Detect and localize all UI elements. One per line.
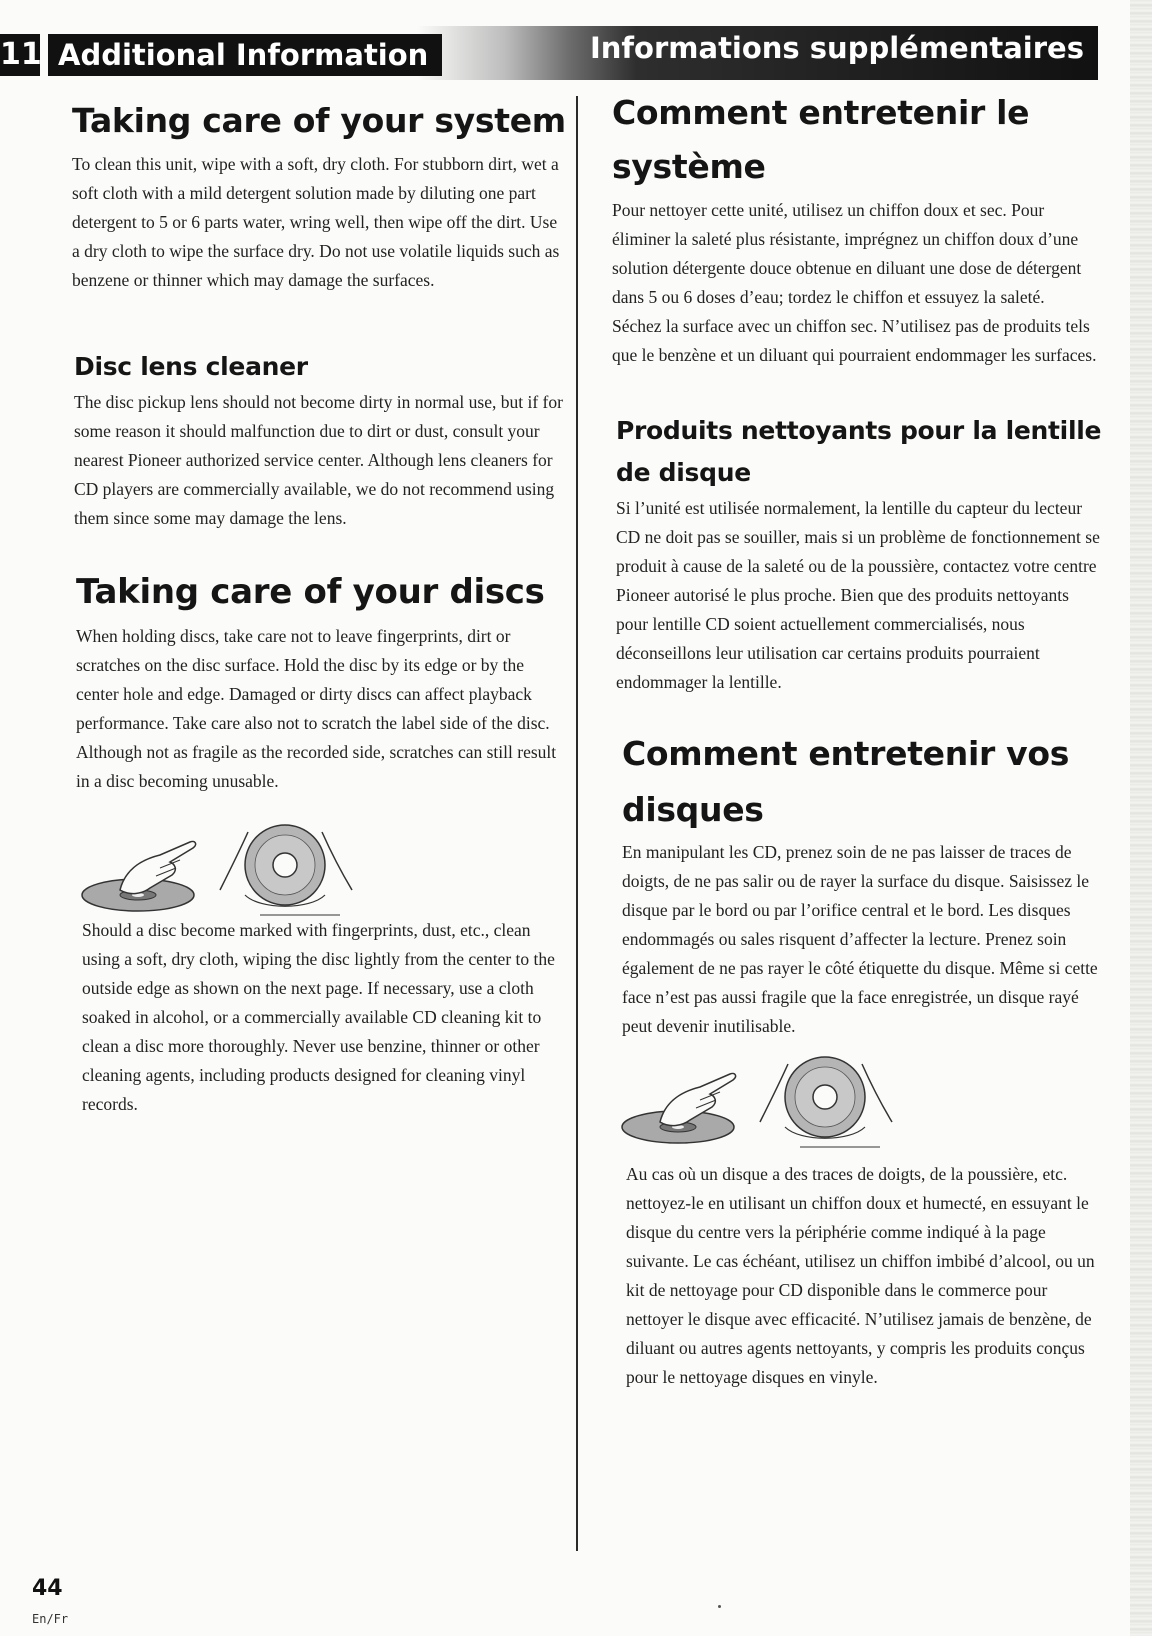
lens-cleaner-section-en [74,346,568,533]
hands-holding-disc-drawing [220,825,352,915]
care-system-body-en: To clean this unit, wipe with a soft, dry cloth. For stubborn dirt, wet a soft cloth with a mild detergent solution made by diluting one part detergent to 5 or 6 parts water, wring well, then wipe off the dirt. Use a dry cloth to wipe the surface dry. Do not use volatile liquids such as benzene or thinner which may damage the surfaces. [72,154,560,290]
page-number: 44 [32,1576,63,1601]
lens-cleaner-heading-en: Disc lens cleaner [74,352,308,381]
language-code: En/Fr [32,1612,69,1626]
lens-cleaner-section-fr [616,410,1102,697]
section-title-en: Additional Information [48,34,442,76]
section-title-fr: Informations supplémentaires [590,31,1084,65]
care-discs-section-fr [622,726,1108,1041]
lens-cleaner-heading-fr: Produits nettoyants pour la lentille de disque [616,416,1102,487]
care-discs-cleaning-en [82,916,568,1119]
care-discs-cleaning-body-en: Should a disc become marked with fingerprints, dust, etc., clean using a soft, dry cloth, wiping the disc lightly from the center to the outside edge as shown on the next page. If necessary, use a cloth soaked in alcohol, or a commercially available CD cleaning kit to clean a disc more thoroughly. Never use benzine, thinner or other cleaning agents, including products designed for cleaning vinyl records. [82,920,555,1114]
disc-handling-illustration-en [80,820,380,920]
chapter-number: 11 [0,34,40,76]
care-discs-body-fr: En manipulant les CD, prenez soin de ne pas laisser de traces de doigts, de ne pas salir ou de rayer la surface du disque. Saisissez le disque par le bord ou par l’orifice central et le bord. Les disques endommagés ou sales risquent d’affecter la lecture. Prenez soin également de ne pas rayer le côté étiquette du disque. Même si cette face n’est pas aussi fragile que la face enregistrée, un disque rayé peut devenir inutilisable. [622,842,1098,1036]
care-system-section-fr [612,86,1098,370]
care-discs-cleaning-fr [626,1160,1108,1392]
lens-cleaner-body-en: The disc pickup lens should not become dirty in normal use, but if for some reason it should malfunction due to dirt or dust, consult your nearest Pioneer authorized service center. Although lens cleaners for CD players are commercially available, we do not recommend using them since some may damage the lens. [74,392,563,528]
care-discs-heading-fr: Comment entretenir vos disques [622,734,1070,829]
lens-cleaner-body-fr: Si l’unité est utilisée normalement, la lentille du capteur du lecteur CD ne doit pas se souiller, mais si un problème de fonctionnement se produit à cause de la saleté ou de la poussière, contactez votre centre Pioneer autorisé le plus proche. Bien que des produits nettoyants pour lentille CD soient actuellement commercialisés, nous déconseillons leur utilisation car certains produits pourraient endommager la lentille. [616,498,1100,692]
hand-holding-disc-edge-drawing [82,841,196,911]
column-divider [576,96,578,1551]
disc-handling-illustration-fr [620,1052,920,1152]
hand-holding-disc-edge-drawing [622,1073,736,1143]
care-discs-heading-en: Taking care of your discs [76,572,545,612]
care-system-section-en [72,94,568,295]
care-system-body-fr: Pour nettoyer cette unité, utilisez un chiffon doux et sec. Pour éliminer la saleté plus résistante, imprégnez un chiffon doux d’une solution détergente douce obtenue en diluant une dose de détergent dans 5 ou 6 doses d’eau; tordez le chiffon et essuyez la saleté. Séchez la surface avec un chiffon sec. N’utilisez pas de produits tels que le benzène et un diluant qui pourraient endommager les surfaces. [612,200,1097,365]
scan-edge-artifact [1130,0,1152,1636]
hands-holding-disc-drawing [760,1057,892,1147]
care-discs-section-en [76,562,568,796]
care-discs-cleaning-body-fr: Au cas où un disque a des traces de doigts, de la poussière, etc. nettoyez-le en utilisant un chiffon doux et humecté, en essuyant le disque du centre vers la périphérie comme indiqué à la page suivante. Le cas échéant, utilisez un chiffon imbibé d’alcool, ou un kit de nettoyage pour CD disponible dans le commerce pour nettoyer le disque avec efficacité. N’utilisez jamais de benzène, de diluant ou autres agents nettoyants, y compris les produits conçus pour le nettoyage disques en vinyle. [626,1164,1095,1387]
care-discs-body-en: When holding discs, take care not to leave fingerprints, dirt or scratches on the disc surface. Hold the disc by its edge or by the center hole and edge. Damaged or dirty discs can affect playback performance. Take care also not to scratch the label side of the disc. Although not as fragile as the recorded side, scratches can still result in a disc becoming unusable. [76,626,557,791]
care-system-heading-fr: Comment entretenir le système [612,93,1030,186]
scan-dot-artifact [718,1605,721,1608]
care-system-heading-en: Taking care of your system [72,101,566,140]
